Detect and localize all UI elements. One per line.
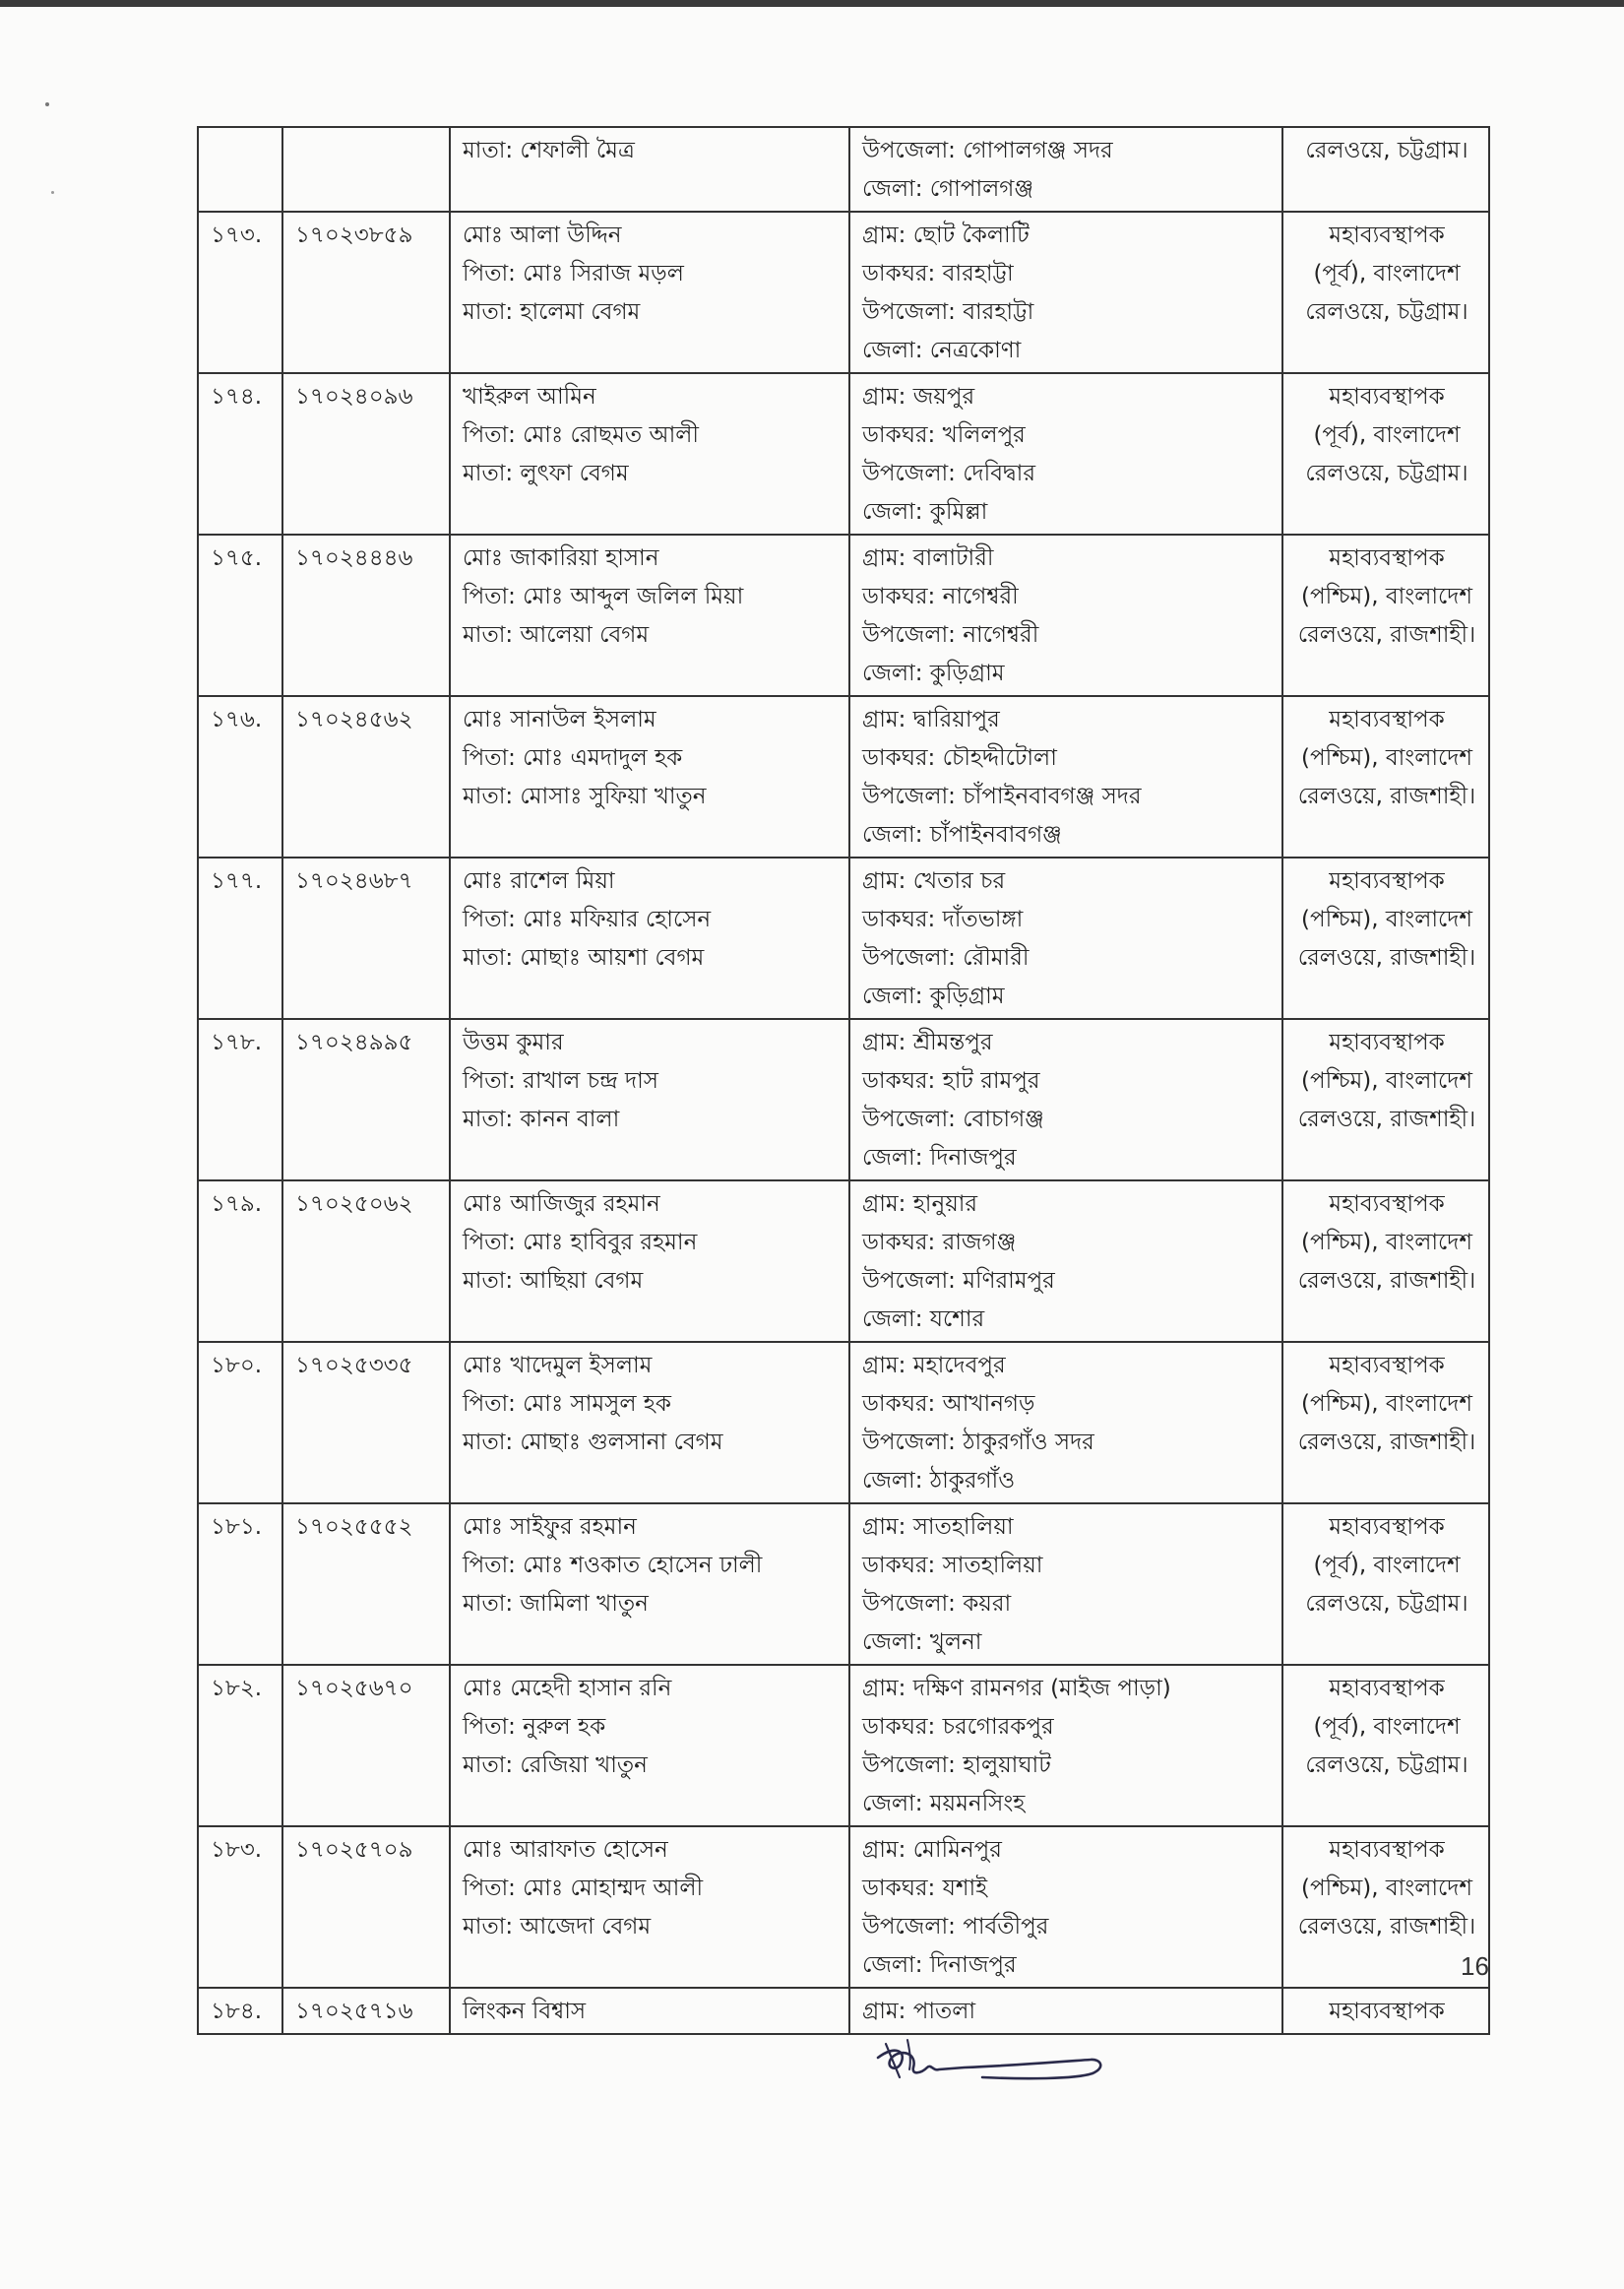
address-line: জেলা: দিনাজপুর <box>862 1145 1017 1171</box>
address-line: উপজেলা: চাঁপাইনবাবগঞ্জ সদর <box>862 784 1142 809</box>
address-line: গ্রাম: দ্বারিয়াপুর <box>862 707 1000 732</box>
office-line: (পশ্চিম), বাংলাদেশ <box>1301 1068 1472 1094</box>
address-line: উপজেলা: পার্বতীপুর <box>862 1914 1049 1939</box>
name-line: পিতা: মোঃ মফিয়ার হোসেন <box>463 907 712 932</box>
address-line: উপজেলা: নাগেশ্বরী <box>862 622 1039 648</box>
office-cell <box>1282 696 1489 858</box>
address-line: গ্রাম: জয়পুর <box>862 384 975 410</box>
address-line: জেলা: দিনাজপুর <box>862 1952 1017 1978</box>
serial-text: ১৭৮. <box>211 1030 263 1055</box>
office-cell <box>1282 1988 1489 2034</box>
name-cell <box>450 535 849 696</box>
roll-number-text: ১৭০২৪৫৬২ <box>295 707 413 732</box>
office-line: (পশ্চিম), বাংলাদেশ <box>1301 907 1472 932</box>
name-line: মোঃ জাকারিয়া হাসান <box>463 545 659 571</box>
serial-cell <box>198 858 282 1019</box>
serial-text: ১৮০. <box>211 1353 263 1378</box>
office-line: (পূর্ব), বাংলাদেশ <box>1313 1714 1461 1740</box>
name-cell <box>450 1019 849 1180</box>
serial-text: ১৭৫. <box>211 545 263 571</box>
roll-number-cell <box>282 373 450 535</box>
name-line: মাতা: আজেদা বেগম <box>463 1914 652 1939</box>
serial-text: ১৭৩. <box>211 223 263 248</box>
address-line: জেলা: ময়মনসিংহ <box>862 1791 1026 1816</box>
office-line: (পশ্চিম), বাংলাদেশ <box>1301 584 1472 609</box>
office-line: (পূর্ব), বাংলাদেশ <box>1313 1553 1461 1578</box>
table-row <box>198 858 1489 1019</box>
office-line: রেলওয়ে, রাজশাহী। <box>1297 1430 1476 1455</box>
name-line: মোঃ আরাফাত হোসেন <box>463 1837 668 1863</box>
office-line: মহাব্যবস্থাপক <box>1329 1514 1445 1540</box>
address-line: ডাকঘর: সাতহালিয়া <box>862 1553 1043 1578</box>
roll-number-cell <box>282 1826 450 1988</box>
name-line: মাতা: কানন বালা <box>463 1107 620 1132</box>
name-cell <box>450 1180 849 1342</box>
name-line: মোঃ খাদেমুল ইসলাম <box>463 1353 653 1378</box>
office-cell <box>1282 1180 1489 1342</box>
name-line: পিতা: রাখাল চন্দ্র দাস <box>463 1068 658 1094</box>
name-cell <box>450 696 849 858</box>
serial-cell <box>198 535 282 696</box>
office-line: মহাব্যবস্থাপক <box>1329 223 1445 248</box>
office-line: মহাব্যবস্থাপক <box>1329 1837 1445 1863</box>
table-row <box>198 1503 1489 1665</box>
roll-number-text: ১৭০২৫৭০৯ <box>295 1837 413 1863</box>
name-line: পিতা: মোঃ সামসুল হক <box>463 1391 671 1417</box>
name-line: মাতা: রেজিয়া খাতুন <box>463 1752 648 1778</box>
address-line: উপজেলা: হালুয়াঘাট <box>862 1752 1051 1778</box>
address-line: জেলা: খুলনা <box>862 1629 982 1655</box>
serial-cell <box>198 1180 282 1342</box>
roll-number-text: ১৭০২৫৩৩৫ <box>295 1353 413 1378</box>
name-line: মোঃ সানাউল ইসলাম <box>463 707 656 732</box>
address-cell <box>849 535 1282 696</box>
office-line: মহাব্যবস্থাপক <box>1329 1353 1445 1378</box>
roll-number-text: ১৭০২৫৫৫২ <box>295 1514 413 1540</box>
office-line: রেলওয়ে, চট্টগ্রাম। <box>1305 1591 1468 1617</box>
serial-cell <box>198 373 282 535</box>
table-row <box>198 1342 1489 1503</box>
office-line: (পশ্চিম), বাংলাদেশ <box>1301 1391 1472 1417</box>
name-line: খাইরুল আমিন <box>463 384 596 410</box>
address-line: জেলা: গোপালগঞ্জ <box>862 176 1033 202</box>
office-line: রেলওয়ে, রাজশাহী। <box>1297 1914 1476 1939</box>
serial-text: ১৮৪. <box>211 1999 263 2024</box>
address-line: ডাকঘর: খলিলপুর <box>862 422 1026 448</box>
roll-number-text: ১৭০২৪৪৪৬ <box>295 545 413 571</box>
table-row <box>198 373 1489 535</box>
roll-number-text: ১৭০২৪৯৯৫ <box>295 1030 413 1055</box>
name-line: পিতা: মোঃ হাবিবুর রহমান <box>463 1230 698 1255</box>
address-line: গ্রাম: পাতলা <box>862 1999 976 2024</box>
office-cell <box>1282 373 1489 535</box>
roll-number-text: ১৭০২৫৬৭০ <box>295 1676 413 1701</box>
serial-cell <box>198 696 282 858</box>
serial-cell <box>198 1503 282 1665</box>
roll-number-cell <box>282 1342 450 1503</box>
address-line: জেলা: চাঁপাইনবাবগঞ্জ <box>862 822 1062 848</box>
address-line: উপজেলা: কয়রা <box>862 1591 1012 1617</box>
name-line: মোঃ আজিজুর রহমান <box>463 1191 660 1217</box>
roll-number-text: ১৭০২৫০৬২ <box>295 1191 413 1217</box>
address-line: উপজেলা: গোপালগঞ্জ সদর <box>862 138 1113 163</box>
name-line: মাতা: হালেমা বেগম <box>463 299 641 325</box>
address-line: ডাকঘর: নাগেশ্বরী <box>862 584 1019 609</box>
address-line: উপজেলা: বোচাগঞ্জ <box>862 1107 1044 1132</box>
name-line: মাতা: মোছাঃ গুলসানা বেগম <box>463 1430 723 1455</box>
office-line: রেলওয়ে, রাজশাহী। <box>1297 945 1476 971</box>
scan-speck <box>45 102 49 106</box>
address-line: গ্রাম: দক্ষিণ রামনগর (মাইজ পাড়া) <box>862 1676 1171 1701</box>
office-line: রেলওয়ে, চট্টগ্রাম। <box>1305 461 1468 486</box>
address-line: গ্রাম: সাতহালিয়া <box>862 1514 1014 1540</box>
address-line: গ্রাম: শ্রীমন্তপুর <box>862 1030 993 1055</box>
name-line: মাতা: শেফালী মৈত্র <box>463 138 635 163</box>
address-line: ডাকঘর: যশাই <box>862 1876 988 1901</box>
address-line: গ্রাম: খেতার চর <box>862 868 1006 894</box>
table-row <box>198 1180 1489 1342</box>
office-cell <box>1282 1826 1489 1988</box>
address-line: জেলা: কুমিল্লা <box>862 499 988 525</box>
address-cell <box>849 1342 1282 1503</box>
table-row <box>198 212 1489 373</box>
name-line: মোঃ মেহেদী হাসান রনি <box>463 1676 672 1701</box>
address-line: জেলা: যশোর <box>862 1306 985 1332</box>
name-line: উত্তম কুমার <box>463 1030 564 1055</box>
office-line: রেলওয়ে, চট্টগ্রাম। <box>1305 138 1468 163</box>
serial-text: ১৮৩. <box>211 1837 263 1863</box>
address-line: উপজেলা: রৌমারী <box>862 945 1030 971</box>
name-cell <box>450 858 849 1019</box>
office-cell <box>1282 535 1489 696</box>
office-line: (পশ্চিম), বাংলাদেশ <box>1301 1230 1472 1255</box>
address-cell <box>849 1988 1282 2034</box>
roll-number-text: ১৭০২৩৮৫৯ <box>295 223 413 248</box>
table-row <box>198 1988 1489 2034</box>
name-line: মাতা: আছিয়া বেগম <box>463 1268 644 1294</box>
name-cell <box>450 1988 849 2034</box>
address-line: উপজেলা: বারহাট্টা <box>862 299 1034 325</box>
name-line: মোঃ আলা উদ্দিন <box>463 223 622 248</box>
office-line: (পশ্চিম), বাংলাদেশ <box>1301 1876 1472 1901</box>
address-cell <box>849 127 1282 212</box>
roll-number-text: ১৭০২৫৭১৬ <box>295 1999 413 2024</box>
address-cell <box>849 1019 1282 1180</box>
serial-text: ১৭৪. <box>211 384 263 410</box>
address-cell <box>849 212 1282 373</box>
name-line: লিংকন বিশ্বাস <box>463 1999 587 2024</box>
name-cell <box>450 1826 849 1988</box>
name-cell <box>450 1342 849 1503</box>
address-line: ডাকঘর: বারহাট্টা <box>862 261 1014 286</box>
office-cell <box>1282 858 1489 1019</box>
office-cell <box>1282 1665 1489 1826</box>
address-cell <box>849 1665 1282 1826</box>
address-line: ডাকঘর: চরগোরকপুর <box>862 1714 1054 1740</box>
scan-top-edge <box>0 0 1624 7</box>
address-line: জেলা: কুড়িগ্রাম <box>862 984 1005 1009</box>
office-line: (পশ্চিম), বাংলাদেশ <box>1301 745 1472 771</box>
name-line: মাতা: লুৎফা বেগম <box>463 461 629 486</box>
table-row <box>198 1019 1489 1180</box>
serial-text: ১৭৭. <box>211 868 263 894</box>
name-line: মাতা: মোছাঃ আয়শা বেগম <box>463 945 705 971</box>
office-line: (পূর্ব), বাংলাদেশ <box>1313 261 1461 286</box>
address-line: ডাকঘর: হাট রামপুর <box>862 1068 1040 1094</box>
roll-number-cell <box>282 212 450 373</box>
office-line: রেলওয়ে, চট্টগ্রাম। <box>1305 299 1468 325</box>
roll-number-cell <box>282 535 450 696</box>
address-line: গ্রাম: বালাটারী <box>862 545 994 571</box>
office-line: মহাব্যবস্থাপক <box>1329 1999 1445 2024</box>
name-line: পিতা: মোঃ আব্দুল জলিল মিয়া <box>463 584 744 609</box>
address-line: জেলা: কুড়িগ্রাম <box>862 661 1005 686</box>
office-line: মহাব্যবস্থাপক <box>1329 707 1445 732</box>
roll-number-text: ১৭০২৪৬৮৭ <box>295 868 413 894</box>
name-cell <box>450 212 849 373</box>
roll-number-cell <box>282 696 450 858</box>
address-cell <box>849 373 1282 535</box>
office-line: (পূর্ব), বাংলাদেশ <box>1313 422 1461 448</box>
scan-speck <box>51 191 54 194</box>
name-line: পিতা: মোঃ এমদাদুল হক <box>463 745 683 771</box>
roll-number-cell <box>282 858 450 1019</box>
address-line: ডাকঘর: রাজগঞ্জ <box>862 1230 1017 1255</box>
office-line: মহাব্যবস্থাপক <box>1329 545 1445 571</box>
table-row <box>198 535 1489 696</box>
serial-cell <box>198 127 282 212</box>
name-cell <box>450 1503 849 1665</box>
office-line: রেলওয়ে, রাজশাহী। <box>1297 1107 1476 1132</box>
serial-cell <box>198 1826 282 1988</box>
address-line: গ্রাম: মোমিনপুর <box>862 1837 1002 1863</box>
name-line: পিতা: মোঃ শওকাত হোসেন ঢালী <box>463 1553 763 1578</box>
name-line: মাতা: জামিলা খাতুন <box>463 1591 649 1617</box>
office-line: মহাব্যবস্থাপক <box>1329 384 1445 410</box>
table-row <box>198 696 1489 858</box>
serial-text: ১৭৯. <box>211 1191 263 1217</box>
address-cell <box>849 696 1282 858</box>
page-number: 16 <box>1461 1951 1489 1981</box>
name-line: মোঃ রাশেল মিয়া <box>463 868 615 894</box>
serial-cell <box>198 1019 282 1180</box>
office-line: রেলওয়ে, রাজশাহী। <box>1297 1268 1476 1294</box>
table-row <box>198 1826 1489 1988</box>
serial-text: ১৮২. <box>211 1676 263 1701</box>
address-line: উপজেলা: দেবিদ্বার <box>862 461 1035 486</box>
name-line: মাতা: আলেয়া বেগম <box>463 622 650 648</box>
roll-number-text: ১৭০২৪০৯৬ <box>295 384 413 410</box>
office-line: মহাব্যবস্থাপক <box>1329 868 1445 894</box>
name-cell <box>450 1665 849 1826</box>
name-line: মাতা: মোসাঃ সুফিয়া খাতুন <box>463 784 707 809</box>
candidate-table-body <box>198 127 1489 2034</box>
name-line: পিতা: নুরুল হক <box>463 1714 606 1740</box>
address-cell <box>849 858 1282 1019</box>
address-line: গ্রাম: মহাদেবপুর <box>862 1353 1006 1378</box>
address-cell <box>849 1180 1282 1342</box>
table-row <box>198 127 1489 212</box>
serial-cell <box>198 212 282 373</box>
name-line: পিতা: মোঃ রোছমত আলী <box>463 422 700 448</box>
roll-number-cell <box>282 1019 450 1180</box>
name-cell <box>450 127 849 212</box>
table-row <box>198 1665 1489 1826</box>
name-line: পিতা: মোঃ মোহাম্মদ আলী <box>463 1876 704 1901</box>
roll-number-cell <box>282 1988 450 2034</box>
address-line: ডাকঘর: আখানগড় <box>862 1391 1035 1417</box>
office-line: রেলওয়ে, রাজশাহী। <box>1297 784 1476 809</box>
serial-text: ১৮১. <box>211 1514 263 1540</box>
office-cell <box>1282 1503 1489 1665</box>
address-line: গ্রাম: ছোট কৈলাটি <box>862 223 1030 248</box>
address-cell <box>849 1826 1282 1988</box>
roll-number-cell <box>282 1180 450 1342</box>
office-cell <box>1282 1019 1489 1180</box>
serial-cell <box>198 1988 282 2034</box>
roll-number-cell <box>282 1503 450 1665</box>
address-line: উপজেলা: মণিরামপুর <box>862 1268 1055 1294</box>
serial-text: ১৭৬. <box>211 707 263 732</box>
address-line: ডাকঘর: দাঁতভাঙ্গা <box>862 907 1024 932</box>
office-line: রেলওয়ে, চট্টগ্রাম। <box>1305 1752 1468 1778</box>
name-cell <box>450 373 849 535</box>
serial-cell <box>198 1665 282 1826</box>
address-line: ডাকঘর: চৌহদ্দীটোলা <box>862 745 1057 771</box>
office-line: মহাব্যবস্থাপক <box>1329 1191 1445 1217</box>
office-cell <box>1282 127 1489 212</box>
address-line: জেলা: নেত্রকোণা <box>862 338 1022 363</box>
name-line: মোঃ সাইফুর রহমান <box>463 1514 637 1540</box>
office-line: রেলওয়ে, রাজশাহী। <box>1297 622 1476 648</box>
signature-icon <box>866 2028 1122 2107</box>
candidate-table <box>197 126 1490 2035</box>
roll-number-cell <box>282 1665 450 1826</box>
office-cell <box>1282 1342 1489 1503</box>
address-line: উপজেলা: ঠাকুরগাঁও সদর <box>862 1430 1094 1455</box>
address-line: গ্রাম: হানুয়ার <box>862 1191 978 1217</box>
office-cell <box>1282 212 1489 373</box>
address-cell <box>849 1503 1282 1665</box>
office-line: মহাব্যবস্থাপক <box>1329 1676 1445 1701</box>
roll-number-cell <box>282 127 450 212</box>
office-line: মহাব্যবস্থাপক <box>1329 1030 1445 1055</box>
serial-cell <box>198 1342 282 1503</box>
address-line: জেলা: ঠাকুরগাঁও <box>862 1468 1016 1494</box>
name-line: পিতা: মোঃ সিরাজ মড়ল <box>463 261 684 286</box>
